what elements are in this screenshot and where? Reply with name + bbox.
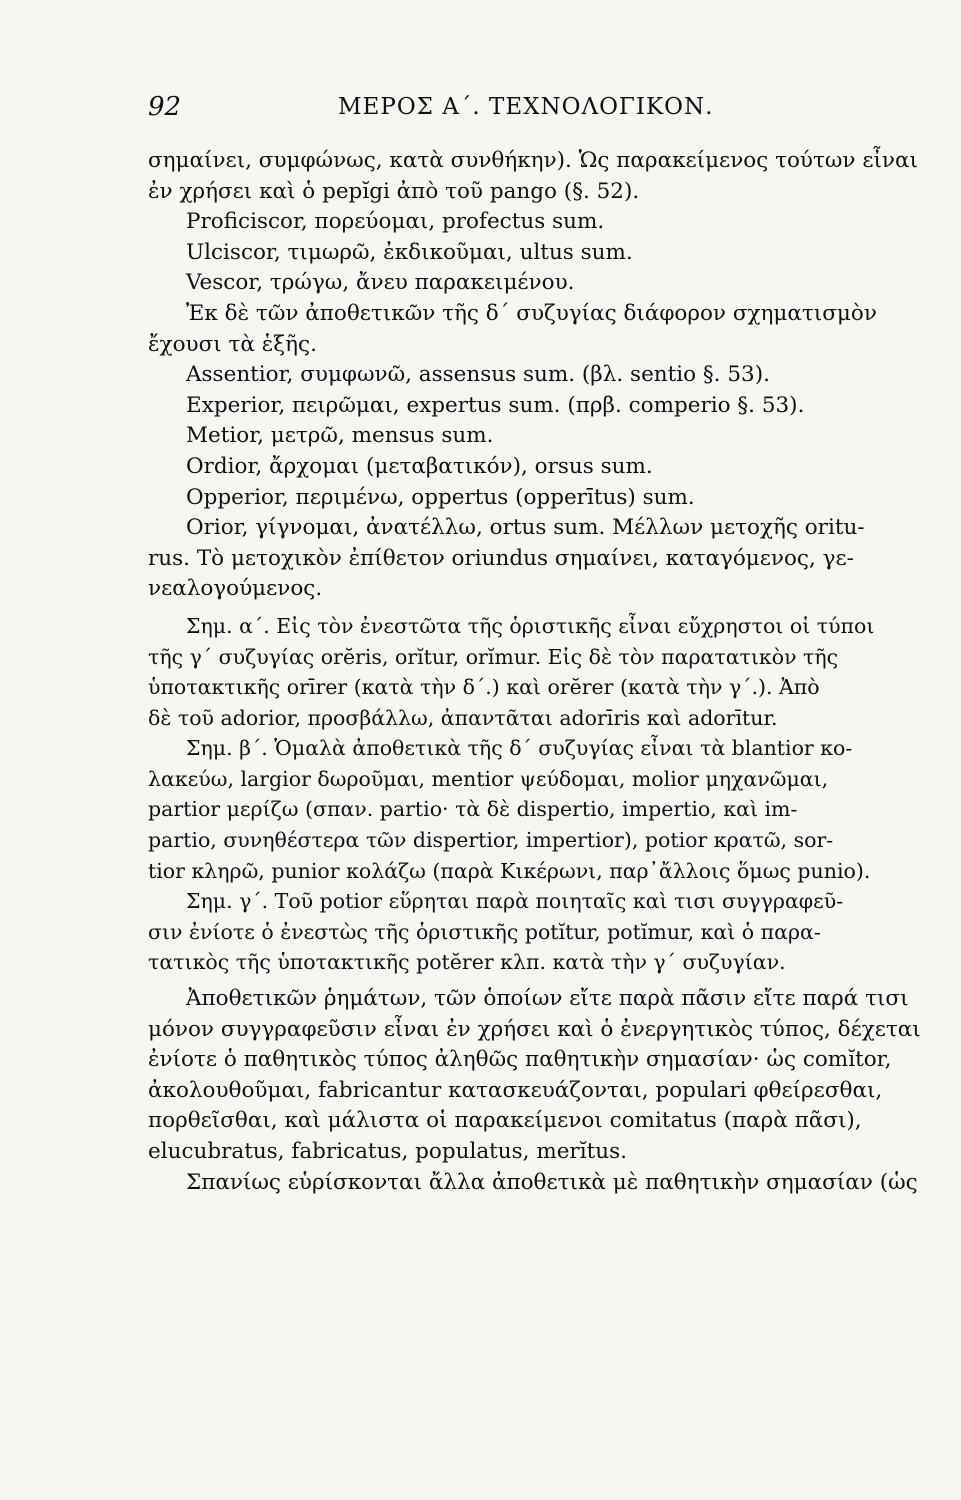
text-line: πορθεῖσθαι, καὶ μάλιστα οἱ παρακείμενοι comitatus (παρὰ πᾶσι), [148, 1108, 862, 1134]
text-line: elucubratus, fabricatus, populatus, merĭtus. [148, 1139, 627, 1164]
text-line: σιν ἐνίοτε ὁ ἐνεστὼς τῆς ὁριστικῆς potĭtur, potĭmur, καὶ ὁ παρα- [148, 919, 821, 944]
verb-entry: Ulciscor, τιμωρῶ, ἐκδικοῦμαι, ultus sum. [186, 239, 633, 265]
text-line: partio, συνηθέστερα τῶν dispertior, impertior), potior κρατῶ, sor- [148, 828, 834, 853]
note-beta: Σημ. β΄. Ὁμαλὰ ἀποθετικὰ τῆς δ΄ συζυγίας εἶναι τὰ blantior κο- [186, 736, 853, 761]
verb-entry: Ordior, ἄρχομαι (μεταβατικόν), orsus sum. [186, 453, 653, 479]
paragraph-start: Σπανίως εὑρίσκονται ἄλλα ἀποθετικὰ μὲ παθητικὴν σημασίαν (ὡς [186, 1169, 918, 1195]
verb-entry: Metior, μετρῶ, mensus sum. [186, 423, 494, 449]
text-line: τατικὸς τῆς ὑποτακτικῆς potĕrer κλπ. κατὰ τὴν γ΄ συζυγίαν. [148, 950, 786, 975]
text-line: τῆς γ΄ συζυγίας orĕris, orĭtur, orĭmur. Εἰς δὲ τὸν παρατατικὸν τῆς [148, 644, 839, 669]
text-line: δὲ τοῦ adorior, προσβάλλω, ἀπαντᾶται adorīris καὶ adorītur. [148, 705, 778, 730]
text-line: tior κληρῶ, punior κολάζω (παρὰ Κικέρωνι, παρ᾽ἄλλοις ὅμως punio). [148, 858, 871, 883]
verb-entry: Opperior, περιμένω, oppertus (opperītus) sum. [186, 484, 695, 510]
verb-entry: Experior, πειρῶμαι, expertus sum. (πρβ. comperio §. 53). [186, 392, 805, 418]
text-line: μόνον συγγραφεῦσιν εἶναι ἐν χρήσει καὶ ὁ ἐνεργητικὸς τύπος, δέχεται [148, 1016, 921, 1042]
verb-entry: Assentior, συμφωνῶ, assensus sum. (βλ. sentio §. 53). [186, 362, 770, 388]
note-gamma: Σημ. γ΄. Τοῦ potior εὕρηται παρὰ ποιηταῖς καὶ τισι συγγραφεῦ- [186, 889, 844, 914]
text-line: ἀκολουθοῦμαι, fabricantur κατασκευάζονται, populari φθείρεσθαι, [148, 1077, 883, 1103]
text-line: νεαλογούμενος. [148, 576, 323, 602]
page-number: 92 [148, 92, 182, 122]
text-line: ἐνίοτε ὁ παθητικὸς τύπος ἀληθῶς παθητικὴν σημασίαν· ὡς comĭtor, [148, 1047, 892, 1073]
verb-entry: Vescor, τρώγω, ἄνευ παρακειμένου. [186, 270, 575, 296]
paragraph-start: Ἀποθετικῶν ῥημάτων, τῶν ὁποίων εἴτε παρὰ πᾶσιν εἴτε παρά τισι [186, 986, 909, 1012]
page-header [148, 92, 908, 132]
body-text [148, 146, 928, 1198]
paragraph-start: Ἐκ δὲ τῶν ἀποθετικῶν τῆς δ΄ συζυγίας διάφορον σχηματισμὸν [186, 300, 877, 326]
text-line: rus. Τὸ μετοχικὸν ἐπίθετον oriundus σημαίνει, καταγόμενος, γε- [148, 545, 854, 571]
text-line: ἐν χρήσει καὶ ὁ pepĭgi ἀπὸ τοῦ pango (§. 52). [148, 178, 640, 204]
text-line: ἔχουσι τὰ ἑξῆς. [148, 331, 317, 357]
verb-entry: Orior, γίγνομαι, ἀνατέλλω, ortus sum. Μέλλων μετοχῆς oritu- [186, 515, 865, 541]
text-line: λακεύω, largior δωροῦμαι, mentior ψεύδομαι, molior μηχανῶμαι, [148, 766, 829, 791]
text-line: ὑποτακτικῆς orīrer (κατὰ τὴν δ΄.) καὶ orĕrer (κατὰ τὴν γ΄.). Ἀπὸ [148, 675, 820, 700]
text-line: σημαίνει, συμφώνως, κατὰ συνθήκην). Ὡς παρακείμενος τούτων εἶναι [148, 148, 918, 173]
text-line: partior μερίζω (σπαν. partio· τὰ δὲ dispertio, impertio, καὶ im- [148, 797, 798, 822]
running-title: ΜΕΡΟΣ Α΄. ΤΕΧΝΟΛΟΓΙΚΟΝ. [338, 94, 714, 120]
verb-entry: Proficiscor, πορεύομαι, profectus sum. [186, 209, 605, 235]
note-alpha: Σημ. α΄. Εἰς τὸν ἐνεστῶτα τῆς ὁριστικῆς εἶναι εὔχρηστοι οἱ τύποι [186, 613, 875, 638]
